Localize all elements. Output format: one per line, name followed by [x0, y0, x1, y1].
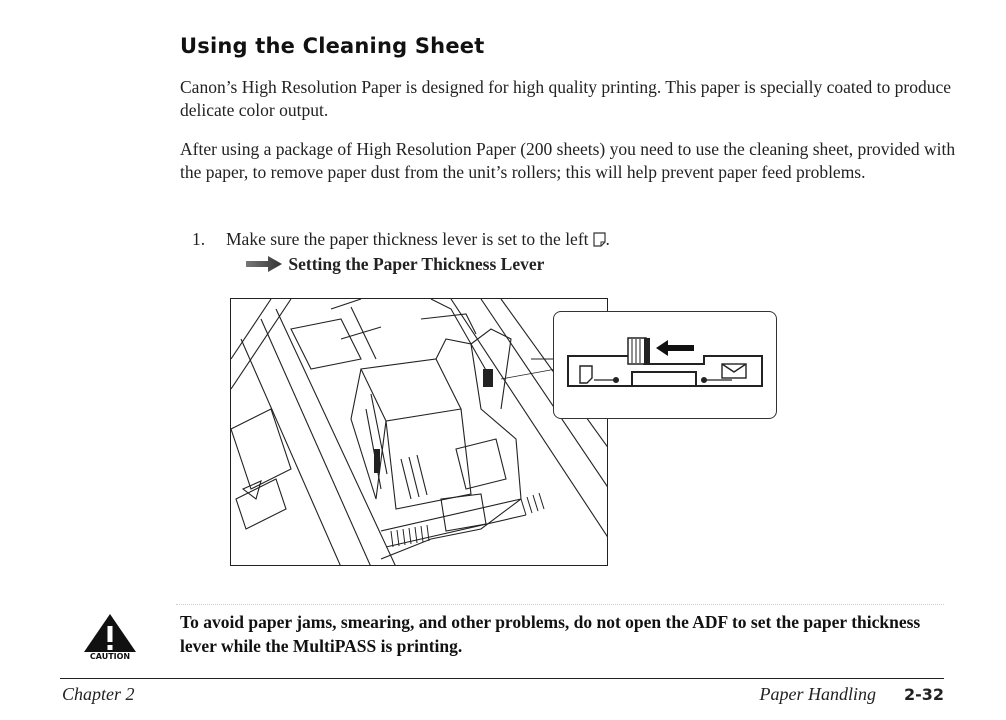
footer-rule: [60, 678, 944, 679]
footer-section: Paper Handling: [759, 684, 876, 704]
step-number: 1.: [192, 229, 206, 249]
cross-reference-link[interactable]: [244, 254, 544, 275]
paragraph-intro: Canon’s High Resolution Paper is designed for high quality printing. This paper is specially coated to produce delicate color output.: [180, 77, 951, 120]
cross-reference-label: Setting the Paper Thickness Lever: [288, 254, 545, 274]
step-item: [192, 229, 610, 250]
caution-text: To avoid paper jams, smearing, and other problems, do not open the ADF to set the paper thickness lever while the MultiPASS is printing.: [180, 612, 921, 656]
section-heading: Using the Cleaning Sheet: [180, 34, 485, 58]
lever-callout: [553, 311, 777, 419]
step-text: Make sure the paper thickness lever is set to the left: [226, 229, 589, 249]
paragraph-cleaning: After using a package of High Resolution Paper (200 sheets) you need to use the cleaning sheet, provided with the paper, to remove paper dust from the unit’s rollers; this will help prevent paper feed problems.: [180, 139, 956, 182]
page-number: 2-32: [903, 685, 944, 704]
arrow-right-icon: [244, 255, 284, 273]
printer-cartridge-illustration: [230, 298, 608, 566]
printer-drawing: [231, 299, 608, 566]
caution-label: CAUTION: [89, 652, 131, 661]
lever-callout-icon: [554, 312, 776, 418]
footer-right: [759, 684, 944, 705]
caution-divider: [176, 604, 944, 605]
paper-lever-left-icon: [593, 232, 606, 247]
step-suffix: .: [605, 229, 610, 249]
footer-chapter: Chapter 2: [62, 684, 135, 704]
